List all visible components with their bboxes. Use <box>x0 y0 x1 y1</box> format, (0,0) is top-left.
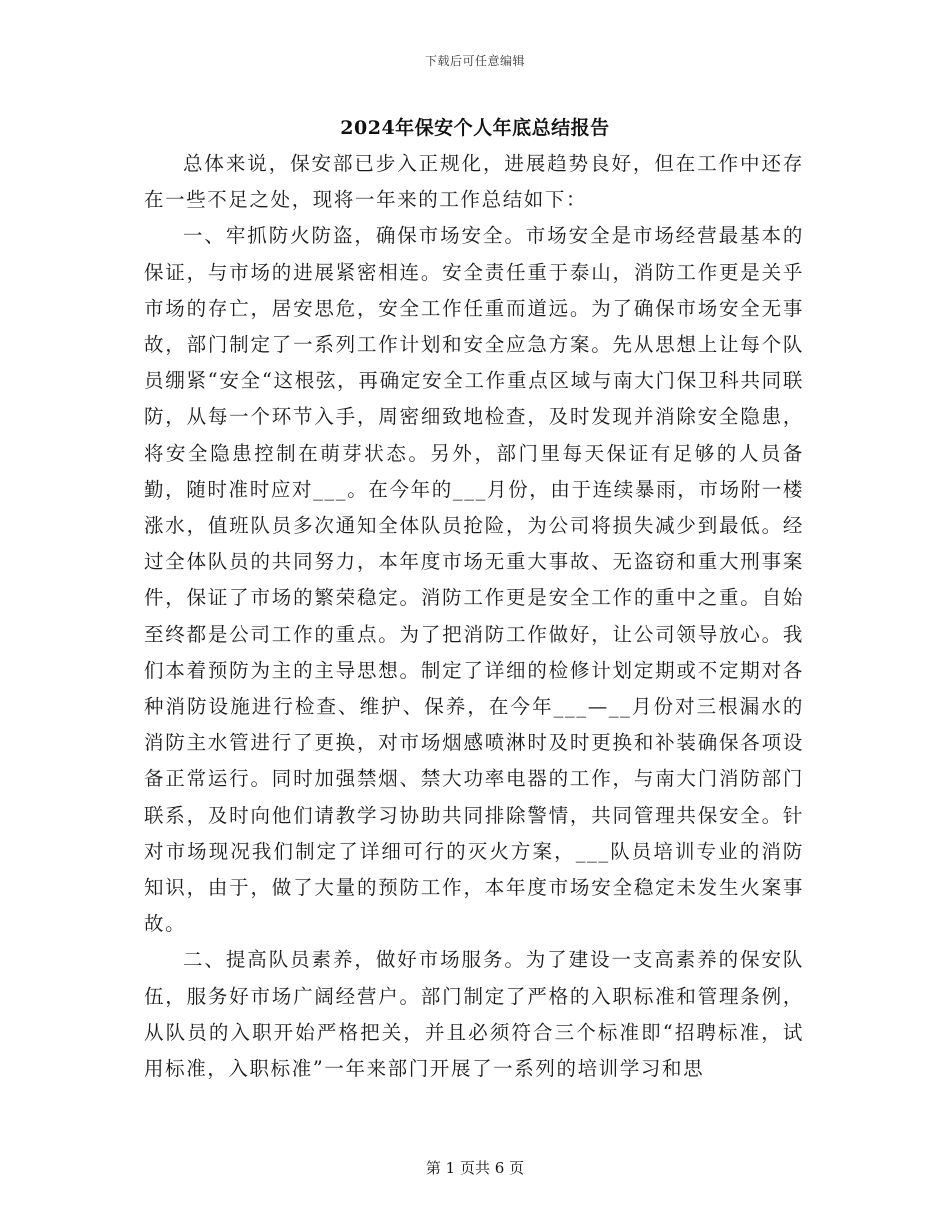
page-number: 第 1 页共 6 页 <box>425 1159 525 1177</box>
paragraph-intro: 总体来说，保安部已步入正规化，进展趋势良好，但在工作中还存在一些不足之处，现将一年来的工作总结如下： <box>144 152 804 212</box>
document-title: 2024年保安个人年底总结报告 <box>340 117 610 139</box>
document-body <box>144 146 804 1087</box>
header-note: 下载后可任意编辑 <box>424 54 525 68</box>
paragraph-section-1: 一、牢抓防火防盗，确保市场安全。市场安全是市场经营最基本的保证，与市场的进展紧密相连。安全责任重于泰山，消防工作更是关乎市场的存亡，居安思危，安全工作任重而道远。为了确保市场安全无事故，部门制定了一系列工作计划和安全应急方案。先从思想上让每个队员绷紧“安全“这根弦，再确定安全工作重点区域与南大门保卫科共同联防，从每一个环节入手，周密细致地检查，及时发现并消除安全隐患，将安全隐患控制在萌芽状态。另外，部门里每天保证有足够的人员备勤，随时准时应对___。在今年的___月份，由于连续暴雨，市场附一楼涨水，值班队员多次通知全体队员抢险，为公司将损失减少到最低。经过全体队员的共同努力，本年度市场无重大事故、无盗窃和重大刑事案件，保证了市场的繁荣稳定。消防工作更是安全工作的重中之重。自始至终都是公司工作的重点。为了把消防工作做好，让公司领导放心。我们本着预防为主的主导思想。制定了详细的检修计划定期或不定期对各种消防设施进行检查、维护、保养，在今年___—__月份对三根漏水的消防主水管进行了更换，对市场烟感喷淋时及时更换和补装确保各项设备正常运行。同时加强禁烟、禁大功率电器的工作，与南大门消防部门联系，及时向他们请教学习协助共同排除警情，共同管理共保安全。针对市场现况我们制定了详细可行的灭火方案，___队员培训专业的消防知识，由于，做了大量的预防工作，本年度市场安全稳定未发生火案事故。 <box>144 224 804 936</box>
paragraph-section-2: 二、提高队员素养，做好市场服务。为了建设一支高素养的保安队伍，服务好市场广阔经营户。部门制定了严格的入职标准和管理条例，从队员的入职开始严格把关，并且必须符合三个标准即“招聘标准，试用标准，入职标准”一年来部门开展了一系列的培训学习和思 <box>144 948 804 1081</box>
